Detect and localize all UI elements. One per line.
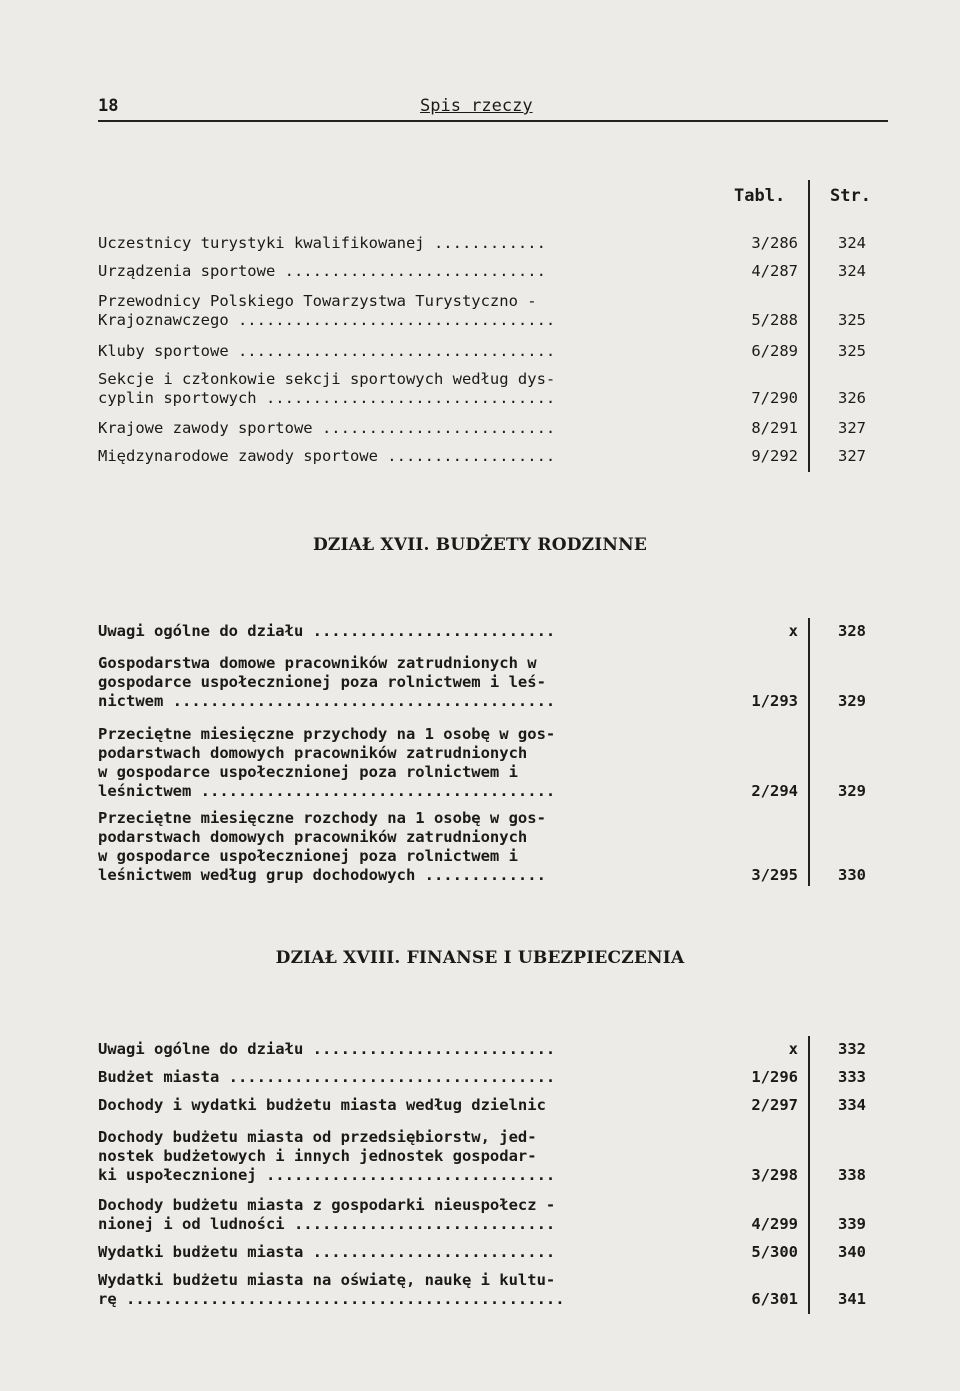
table-number: 4/287 [751, 262, 798, 280]
toc-entry-text: Wydatki budżetu miasta na oświatę, naukę i kultu- [98, 1271, 556, 1289]
table-number: 2/294 [751, 782, 798, 800]
page-ref: 332 [838, 1040, 866, 1058]
table-number: 3/298 [751, 1166, 798, 1184]
toc-entry-text: Przewodnicy Polskiego Towarzystwa Turystyczno - [98, 292, 537, 310]
toc-entry-text: Międzynarodowe zawody sportowe .................. [98, 447, 556, 465]
table-number: 5/300 [751, 1243, 798, 1261]
toc-entry-text: nionej i od ludności ............................ [98, 1215, 556, 1233]
toc-entry-text: w gospodarce uspołecznionej poza rolnictwem i [98, 763, 518, 781]
table-number: 4/299 [751, 1215, 798, 1233]
toc-entry-text: Dochody budżetu miasta od przedsiębiorstw, jed- [98, 1128, 537, 1146]
column-header-str: Str. [830, 186, 871, 206]
page-ref: 326 [838, 389, 866, 407]
table-number: 7/290 [751, 389, 798, 407]
toc-entry-text: Gospodarstwa domowe pracowników zatrudnionych w [98, 654, 537, 672]
toc-entry-text: leśnictwem według grup dochodowych ............. [98, 866, 546, 884]
header-rule [98, 120, 888, 122]
toc-entry-text: Urządzenia sportowe ............................ [98, 262, 546, 280]
table-number: x [788, 1040, 798, 1058]
page-header [98, 96, 888, 122]
toc-entry [98, 622, 868, 641]
section-heading-xvii: DZIAŁ XVII. BUDŻETY RODZINNE [312, 535, 648, 555]
table-number: 3/286 [751, 234, 798, 252]
table-number: 3/295 [751, 866, 798, 884]
table-number: 6/301 [751, 1290, 798, 1308]
toc-entry [98, 1243, 868, 1262]
table-number: 5/288 [751, 311, 798, 329]
toc-entry-text: Krajoznawczego .................................. [98, 311, 556, 329]
table-number: 9/292 [751, 447, 798, 465]
table-number: 8/291 [751, 419, 798, 437]
toc-entry-text: w gospodarce uspołecznionej poza rolnictwem i [98, 847, 518, 865]
toc-entry [98, 1040, 868, 1059]
page-ref: 341 [838, 1290, 866, 1308]
page-number: 18 [98, 96, 119, 116]
page-ref: 327 [838, 419, 866, 437]
page-ref: 327 [838, 447, 866, 465]
toc-entry [98, 809, 868, 885]
toc-entry [98, 234, 868, 253]
page-ref: 328 [838, 622, 866, 640]
page-ref: 329 [838, 692, 866, 710]
toc-entry-text: Dochody i wydatki budżetu miasta według dzielnic [98, 1096, 546, 1114]
toc-entry [98, 370, 868, 408]
toc-entry-text: Uczestnicy turystyki kwalifikowanej ............ [98, 234, 546, 252]
page-ref: 338 [838, 1166, 866, 1184]
page-ref: 339 [838, 1215, 866, 1233]
page-ref: 324 [838, 234, 866, 252]
toc-entry-text: Dochody budżetu miasta z gospodarki nieuspołecz - [98, 1196, 556, 1214]
toc-entry-text: Krajowe zawody sportowe ......................... [98, 419, 556, 437]
column-header-tabl: Tabl. [734, 186, 786, 206]
page-ref: 329 [838, 782, 866, 800]
toc-entry-text: podarstwach domowych pracowników zatrudnionych [98, 744, 528, 762]
toc-entry [98, 262, 868, 281]
toc-entry-text: cyplin sportowych ............................... [98, 389, 556, 407]
toc-entry [98, 1196, 868, 1234]
toc-entry-text: Wydatki budżetu miasta .......................... [98, 1243, 556, 1261]
toc-entry-text: Sekcje i członkowie sekcji sportowych według dys- [98, 370, 556, 388]
table-number: 2/297 [751, 1096, 798, 1114]
toc-entry [98, 419, 868, 438]
page-ref: 330 [838, 866, 866, 884]
toc-entry-text: Budżet miasta ................................... [98, 1068, 556, 1086]
toc-entry-text: Uwagi ogólne do działu .......................... [98, 1040, 556, 1058]
toc-entry-text: ki uspołecznionej ............................... [98, 1166, 556, 1184]
page-ref: 325 [838, 342, 866, 360]
table-number: 6/289 [751, 342, 798, 360]
page-ref: 325 [838, 311, 866, 329]
toc-entry-text: gospodarce uspołecznionej poza rolnictwem i leś- [98, 673, 546, 691]
table-number: 1/296 [751, 1068, 798, 1086]
toc-entry-text: nictwem ......................................... [98, 692, 556, 710]
toc-entry [98, 447, 868, 466]
toc-entry [98, 342, 868, 361]
toc-entry-text: Kluby sportowe .................................. [98, 342, 556, 360]
toc-entry [98, 1096, 868, 1115]
page-title: Spis rzeczy [420, 96, 533, 116]
toc-entry [98, 1068, 868, 1087]
page-ref: 334 [838, 1096, 866, 1114]
toc-entry-text: leśnictwem ...................................... [98, 782, 556, 800]
section-heading-xviii: DZIAŁ XVIII. FINANSE I UBEZPIECZENIA [275, 948, 685, 968]
toc-entry-text: Przeciętne miesięczne rozchody na 1 osobę w gos- [98, 809, 546, 827]
table-number: x [788, 622, 798, 640]
page-ref: 340 [838, 1243, 866, 1261]
toc-entry [98, 1128, 868, 1185]
toc-entry-text: podarstwach domowych pracowników zatrudnionych [98, 828, 528, 846]
page-ref: 324 [838, 262, 866, 280]
toc-entry-text: Przeciętne miesięczne przychody na 1 osobę w gos- [98, 725, 556, 743]
table-number: 1/293 [751, 692, 798, 710]
toc-entry [98, 1271, 868, 1309]
toc-entry-text: rę ............................................... [98, 1290, 565, 1308]
toc-entry [98, 292, 868, 330]
toc-entry-text: Uwagi ogólne do działu .......................... [98, 622, 556, 640]
toc-entry-text: nostek budżetowych i innych jednostek gospodar- [98, 1147, 537, 1165]
toc-entry [98, 654, 868, 711]
toc-entry [98, 725, 868, 801]
page-ref: 333 [838, 1068, 866, 1086]
